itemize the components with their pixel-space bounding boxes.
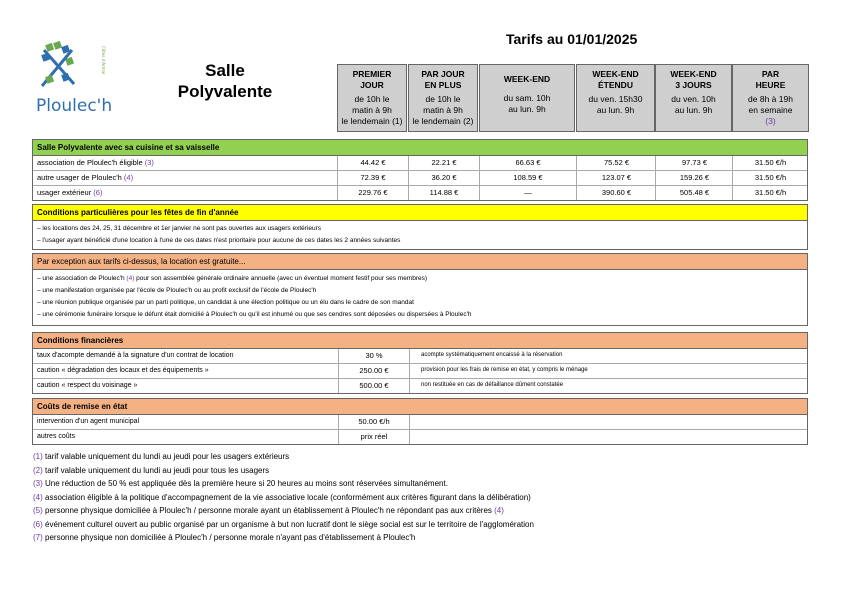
table-row [33, 364, 807, 379]
column-header [337, 64, 407, 132]
tarifs-date-heading: Tarifs au 01/01/2025 [506, 31, 638, 47]
exception-text: – une cérémonie funéraire lorsque le défunt était domicilié à Ploulec'h ou qu'il est inhumé ou que ses cendres sont déposées ou dispersées à Ploulec'h [37, 311, 472, 318]
column-sub-line: le lendemain (1) [341, 116, 403, 126]
footnote-line [33, 466, 269, 475]
logo-wordmark: Ploulec'h [36, 96, 113, 116]
condition-note: acompte systématiquement encaissé à la réservation [421, 352, 563, 358]
footnote-line [33, 533, 415, 542]
column-header [576, 64, 655, 132]
row-label-ref: (6) [93, 188, 103, 197]
footnote-line [33, 506, 504, 515]
price-cell: 97.73 € [681, 158, 708, 167]
price-cell: 108.59 € [513, 173, 543, 182]
table-row [33, 171, 807, 186]
column-sub [733, 94, 808, 127]
column-header [655, 64, 732, 132]
column-label-line: WEEK-END [503, 74, 551, 84]
section-title: Conditions financières [33, 333, 807, 349]
condition-note: non restituée en cas de défaillance dûment constatée [421, 382, 564, 388]
condition-line: – l'usager ayant bénéficié d'une location à l'une de ces dates n'est prioritaire pour aucune de ces dates les 2 années suivantes [37, 237, 401, 244]
row-label-text: usager extérieur [37, 188, 92, 197]
exception-line [33, 273, 807, 285]
column-sub [480, 93, 574, 115]
footnote-line [33, 479, 448, 488]
exception-text: – une manifestation organisée par l'école de Ploulec'h ou au profit exclusif de l'école de Ploulec'h [37, 287, 317, 294]
table-row [33, 349, 807, 364]
condition-note: provision pour les frais de remise en état, y compris le ménage [421, 367, 588, 373]
footnote-number: (5) [33, 506, 43, 515]
column-sub [656, 94, 731, 116]
cell-divider [409, 379, 410, 393]
footnote-text: Une réduction de 50 % est appliquée dès la première heure si 20 heures au moins sont réservées simultanément. [45, 479, 448, 488]
column-label-line: JOUR [360, 80, 384, 90]
row-label [33, 156, 337, 170]
cost-value: prix réel [360, 432, 388, 441]
column-sub-line: de 10h le [354, 94, 390, 104]
cost-label: intervention d'un agent municipal [37, 418, 140, 425]
title-line-2: Polyvalente [177, 82, 273, 101]
footnote-text: tarif valable uniquement du lundi au jeudi pour tous les usagers [45, 465, 270, 475]
column-sub-line: matin à 9h [423, 105, 463, 115]
logo-tagline: Côtes d'Armor [101, 46, 106, 75]
price-cell: 114.88 € [429, 188, 459, 197]
column-label [338, 65, 406, 91]
footnote-text: association éligible à la politique d'accompagnement de la vie associative locale (conformément aux critères figurant dans la délibération) [45, 492, 531, 502]
column-sub-line: de 10h le [425, 94, 461, 104]
row-label [33, 186, 337, 200]
row-label [33, 171, 337, 185]
title-line-1: Salle [205, 61, 245, 80]
column-label-line: PREMIER [352, 69, 392, 79]
column-label-line: ÉTENDU [598, 80, 633, 90]
column-label-line: WEEK-END [670, 69, 717, 79]
price-cell: 31.50 €/h [754, 188, 787, 197]
cost-label: autres coûts [37, 433, 76, 440]
column-sub-line: de 8h à 19h [748, 94, 793, 104]
price-cell: 229.76 € [358, 188, 388, 197]
section-fetes-fin-annee [32, 204, 808, 250]
row-label-text: association de Ploulec'h éligible [37, 158, 143, 167]
section-gratuite [32, 253, 808, 326]
column-label [409, 65, 477, 91]
cell-divider [409, 364, 410, 378]
cell-divider [409, 430, 410, 444]
column-label-line: EN PLUS [424, 80, 462, 90]
price-cell: 66.63 € [515, 158, 541, 167]
column-sub-line: en semaine [748, 105, 793, 115]
price-cell: 31.50 €/h [754, 173, 787, 182]
footnote-text: événement culturel ouvert au public organisé par un organisme à but non lucratif dont le siège social est sur le territoire de l'agglomération [45, 519, 534, 529]
windmill-icon [41, 41, 74, 86]
footnote-number: (4) [33, 492, 43, 502]
column-label-line: WEEK-END [592, 69, 639, 79]
condition-label: caution « dégradation des locaux et des équipements » [37, 367, 209, 374]
footnote-line [33, 520, 534, 529]
column-header [408, 64, 478, 132]
price-cell: 36.20 € [431, 173, 457, 182]
price-cell: 72.39 € [360, 173, 386, 182]
price-cell: 75.52 € [603, 158, 630, 167]
section-title: Coûts de remise en état [33, 399, 807, 415]
column-sub [409, 94, 477, 127]
price-cell: 159.26 € [679, 173, 710, 182]
column-header [732, 64, 809, 132]
condition-value: 30 % [365, 351, 383, 360]
condition-value: 500.00 € [359, 381, 389, 390]
exception-line [33, 285, 807, 297]
table-row [33, 379, 807, 393]
section-title: Par exception aux tarifs ci-dessus, la location est gratuite... [33, 254, 807, 270]
column-sub-line: au lun. 9h [596, 105, 635, 115]
condition-label: taux d'acompte demandé à la signature d'un contrat de location [37, 352, 234, 359]
footnote-text: personne physique domiciliée à Ploulec'h / personne morale ayant un établissement à Ploulec'h ne répondant pas aux critères [45, 506, 495, 515]
cell-divider [409, 415, 410, 429]
cost-value: 50.00 €/h [358, 417, 390, 426]
row-label-ref: (4) [123, 173, 134, 182]
column-sub-line: du sam. 10h [503, 93, 551, 103]
exception-text: pour son assemblée générale ordinaire annuelle (avec un éventuel moment festif pour ses membres) [134, 275, 428, 282]
column-sub-line: au lun. 9h [674, 105, 713, 115]
footnote-number: (3) [33, 479, 43, 488]
row-label-text: autre usager de Ploulec'h [37, 173, 122, 182]
cell-divider [409, 349, 410, 363]
column-sub-note: (3) [765, 116, 776, 126]
page-title [160, 60, 290, 102]
price-cell: 390.60 € [601, 188, 632, 197]
column-label-line: PAR JOUR [421, 69, 465, 79]
section-title: Conditions particulières pour les fêtes de fin d'année [33, 205, 807, 221]
column-label [656, 65, 731, 91]
condition-label: caution « respect du voisinage » [37, 382, 138, 389]
column-sub-line: du ven. 10h [671, 94, 716, 104]
column-label-line: PAR [761, 69, 780, 79]
column-sub [338, 94, 406, 127]
price-cell: 31.50 €/h [754, 158, 787, 167]
price-cell: 505.48 € [679, 188, 710, 197]
condition-value: 250.00 € [359, 366, 389, 375]
exception-text: – une réunion publique organisée par un parti politique, un candidat à une élection politique ou un élu dans le cadre de son mandat [37, 299, 414, 306]
column-sub-line: le lendemain (2) [412, 116, 474, 126]
table-row [33, 430, 807, 444]
footnote-line [33, 452, 289, 461]
column-label [480, 65, 574, 85]
column-label-line: HEURE [755, 80, 786, 90]
exception-line [33, 309, 807, 321]
footnote-number: (1) [33, 452, 43, 461]
column-header [479, 64, 575, 132]
price-cell: 22.21 € [431, 158, 457, 167]
column-sub-line: matin à 9h [352, 105, 392, 115]
footnote-number: (2) [33, 465, 43, 475]
column-sub-line: du ven. 15h30 [588, 94, 643, 104]
column-sub-line: au lun. 9h [508, 104, 546, 114]
section-conditions-financieres [32, 332, 808, 394]
column-label-line: 3 JOURS [675, 80, 712, 90]
row-label-ref: (3) [144, 158, 154, 167]
column-label [577, 65, 654, 91]
section-title: Salle Polyvalente avec sa cuisine et sa vaisselle [33, 140, 807, 156]
footnote-text: tarif valable uniquement du lundi au jeudi pour les usagers extérieurs [45, 452, 290, 461]
footnote-line [33, 493, 531, 502]
price-cell: 44.42 € [360, 158, 386, 167]
table-row [33, 156, 807, 171]
column-sub [577, 94, 654, 116]
footnote-text: personne physique non domiciliée à Ploulec'h / personne morale n'ayant pas d'établissement à Ploulec'h [45, 533, 416, 542]
section-salle-polyvalente [32, 139, 808, 201]
column-label [733, 65, 808, 91]
exception-ref: (4) [126, 275, 135, 282]
footnote-number: (7) [33, 533, 43, 542]
table-row [33, 186, 807, 200]
condition-line: – les locations des 24, 25, 31 décembre et 1er janvier ne sont pas ouvertes aux usagers extérieurs [37, 225, 321, 232]
table-row [33, 415, 807, 430]
footnote-ref: (4) [494, 506, 504, 515]
footnote-number: (6) [33, 519, 43, 529]
price-cell: — [524, 188, 532, 197]
exception-line [33, 297, 807, 309]
price-cell: 123.07 € [601, 173, 632, 182]
section-couts-remise-etat [32, 398, 808, 445]
exception-text: – une association de Ploulec'h [37, 275, 127, 282]
